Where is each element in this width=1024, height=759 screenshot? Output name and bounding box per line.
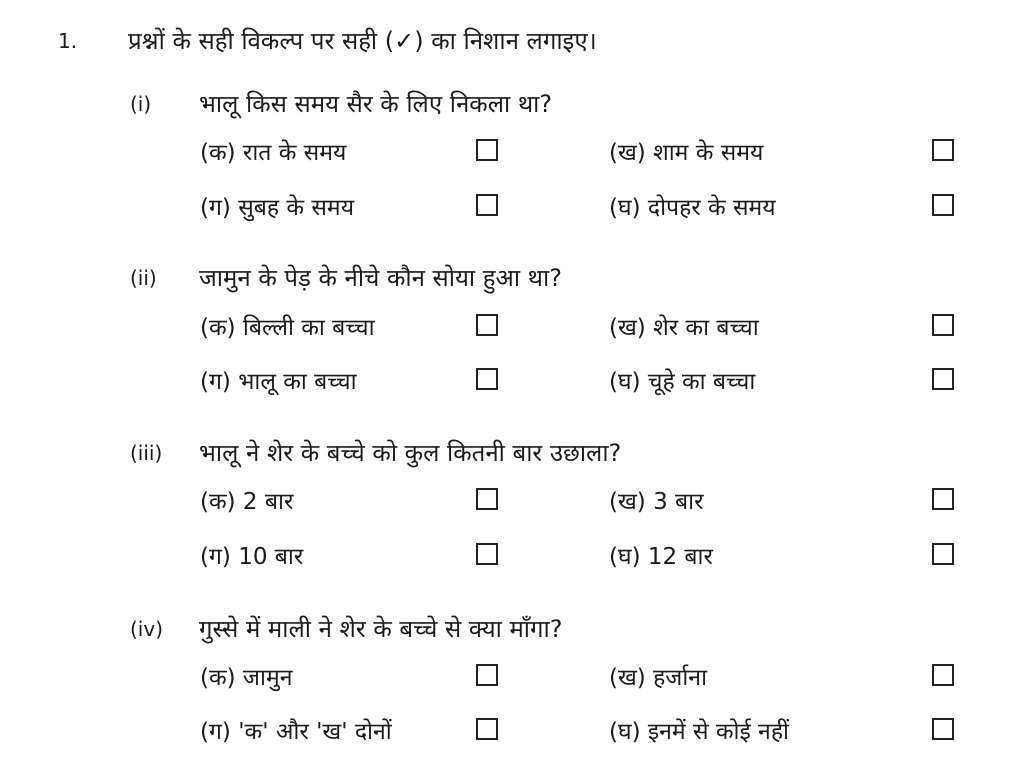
option-gha-checkbox[interactable]	[932, 194, 954, 216]
option-kha-label: (ख) हर्जाना	[609, 665, 708, 691]
option-gha-label: (घ) 12 बार	[609, 544, 713, 570]
option-ga-label: (ग) सुबह के समय	[200, 195, 355, 221]
option-ka-checkbox[interactable]	[476, 488, 498, 510]
option-gha-checkbox[interactable]	[932, 368, 954, 390]
option-kha-label: (ख) शाम के समय	[609, 140, 764, 166]
option-ka-label: (क) रात के समय	[200, 140, 347, 166]
option-kha-checkbox[interactable]	[932, 664, 954, 686]
option-gha-label: (घ) दोपहर के समय	[609, 195, 776, 221]
question-label: (iv)	[130, 617, 163, 641]
option-gha-checkbox[interactable]	[932, 543, 954, 565]
option-gha-checkbox[interactable]	[932, 718, 954, 740]
option-ga-checkbox[interactable]	[476, 718, 498, 740]
option-ga-checkbox[interactable]	[476, 368, 498, 390]
option-ga-label: (ग) 'क' और 'ख' दोनों	[200, 719, 392, 745]
option-ka-label: (क) बिल्ली का बच्चा	[200, 315, 375, 341]
option-kha-checkbox[interactable]	[932, 488, 954, 510]
question-text: भालू ने शेर के बच्चे को कुल कितनी बार उछाला?	[199, 439, 622, 467]
option-ga-label: (ग) 10 बार	[200, 544, 304, 570]
option-ka-label: (क) जामुन	[200, 665, 293, 691]
question-label: (i)	[130, 92, 152, 116]
option-gha-label: (घ) इनमें से कोई नहीं	[609, 719, 789, 745]
option-ka-checkbox[interactable]	[476, 314, 498, 336]
question-number: 1.	[58, 29, 78, 53]
option-ka-checkbox[interactable]	[476, 664, 498, 686]
instruction-heading: प्रश्नों के सही विकल्प पर सही (✓) का निशान लगाइए।	[128, 27, 597, 55]
option-kha-label: (ख) शेर का बच्चा	[609, 315, 759, 341]
option-ka-checkbox[interactable]	[476, 139, 498, 161]
question-label: (iii)	[130, 441, 163, 465]
question-text: गुस्से में माली ने शेर के बच्चे से क्या माँगा?	[199, 615, 563, 643]
question-label: (ii)	[130, 266, 157, 290]
option-gha-label: (घ) चूहे का बच्चा	[609, 369, 756, 395]
option-ga-checkbox[interactable]	[476, 543, 498, 565]
option-kha-checkbox[interactable]	[932, 139, 954, 161]
option-kha-label: (ख) 3 बार	[609, 489, 704, 515]
option-kha-checkbox[interactable]	[932, 314, 954, 336]
question-text: भालू किस समय सैर के लिए निकला था?	[199, 90, 553, 118]
option-ga-checkbox[interactable]	[476, 194, 498, 216]
question-text: जामुन के पेड़ के नीचे कौन सोया हुआ था?	[199, 264, 562, 292]
option-ka-label: (क) 2 बार	[200, 489, 294, 515]
option-ga-label: (ग) भालू का बच्चा	[200, 369, 357, 395]
